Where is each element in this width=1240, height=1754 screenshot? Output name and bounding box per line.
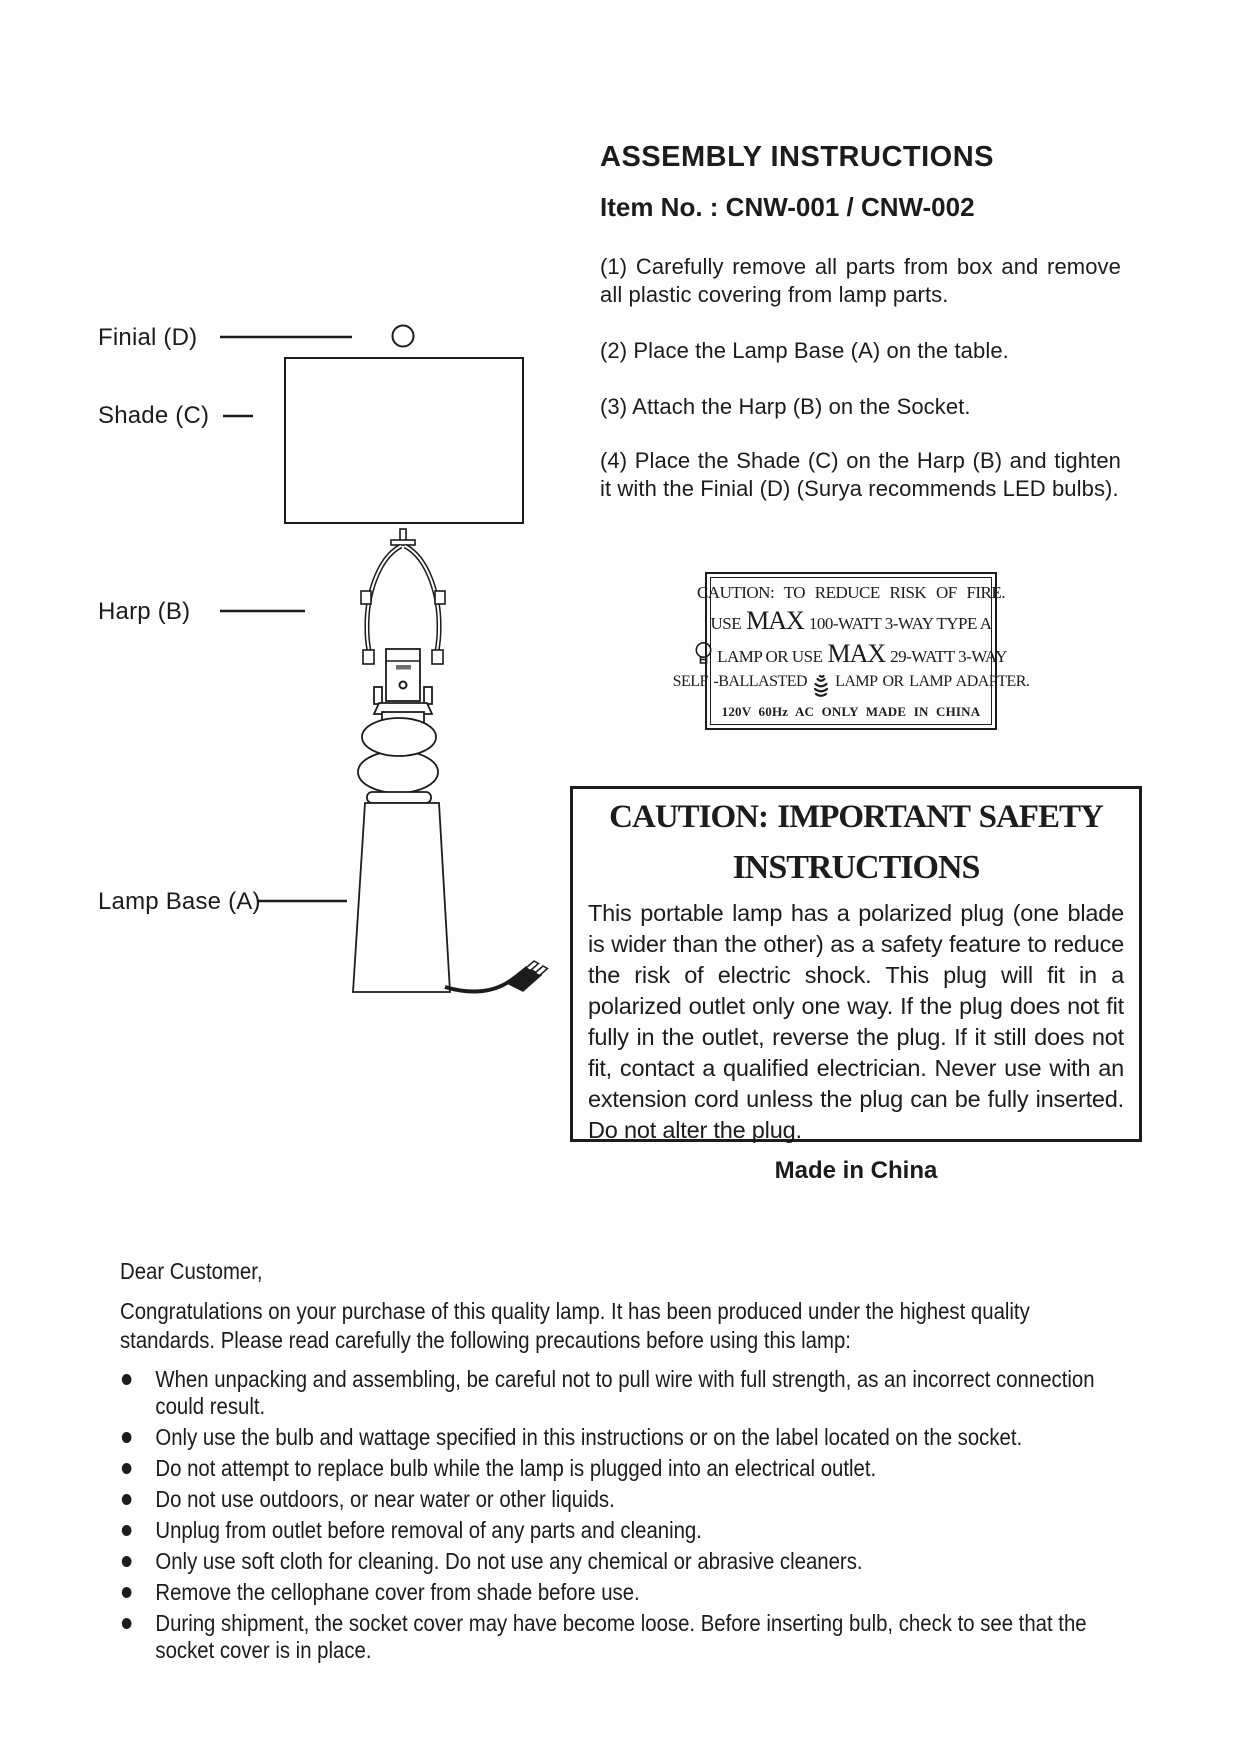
socket — [386, 649, 420, 701]
upper-body-ring — [362, 718, 436, 756]
shade-outline — [285, 358, 523, 523]
assembly-step-4: (4) Place the Shade (C) on the Harp (B) and tighten it with the Finial (D) (Surya recommends LED bulbs). — [600, 448, 1121, 501]
salutation: Dear Customer, — [120, 1258, 263, 1284]
precaution-item: Only use soft cloth for cleaning. Do not use any chemical or abrasive cleaners. — [120, 1548, 1098, 1575]
intro-paragraph: Congratulations on your purchase of this quality lamp. It has been produced under the highest quality standards. Please read carefully the following precautions before using this lamp: — [120, 1298, 1030, 1353]
precaution-item: During shipment, the socket cover may have become loose. Before inserting bulb, check to see that the socket cover is in place. — [120, 1610, 1098, 1664]
harp-stud — [391, 529, 415, 545]
safety-title-line-2: INSTRUCTIONS — [732, 849, 980, 886]
max-text: MAX — [827, 638, 886, 668]
safety-instructions-box — [570, 786, 1142, 1142]
bullet-icon — [122, 1618, 132, 1629]
label-finial: Finial (D) — [98, 324, 198, 351]
precaution-item: Do not use outdoors, or near water or other liquids. — [120, 1486, 1098, 1513]
page-title: ASSEMBLY INSTRUCTIONS — [600, 141, 994, 174]
made-in-china-text: Made in China — [774, 1157, 938, 1184]
assembly-step-2: (2) Place the Lamp Base (A) on the table. — [600, 338, 1009, 363]
max-text: MAX — [746, 605, 804, 635]
precaution-item: Unplug from outlet before removal of any parts and cleaning. — [120, 1517, 1098, 1544]
harp-outline — [361, 546, 445, 664]
caution-fire-label-inner — [672, 577, 1030, 725]
base-collar — [367, 792, 431, 803]
item-number: Item No. : CNW-001 / CNW-002 — [600, 192, 975, 222]
bullet-icon — [122, 1587, 132, 1598]
incandescent-bulb-icon — [695, 641, 712, 667]
precautions-list — [120, 1366, 1098, 1664]
lamp-diagram — [60, 300, 580, 1060]
safety-body-text: This portable lamp has a polarized plug (one blade is wider than the other) as a safety feature to reduce the risk of electric shock. This plug will fit in a polarized outlet only one way. If the plug does not fit fully in the outlet, reverse the plug. If it still does not fit, contact a qualified electrician. Never use with an extension cord unless the plug can be fully inserted. Do not alter the plug. — [588, 900, 1124, 1143]
precaution-item: When unpacking and assembling, be careful not to pull wire with full strength, as an incorrect connection could result. — [120, 1366, 1098, 1420]
bullet-icon — [122, 1432, 132, 1443]
caution-line-5: 120V 60Hz AC ONLY MADE IN CHINA — [721, 704, 981, 720]
caution-line-2: USE MAX 100-WATT 3-WAY TYPE A — [710, 605, 992, 635]
label-shade: Shade (C) — [98, 402, 210, 429]
precaution-item: Do not attempt to replace bulb while the lamp is plugged into an electrical outlet. — [120, 1455, 1098, 1482]
bullet-icon — [122, 1556, 132, 1567]
caution-fire-label — [672, 572, 1030, 730]
bullet-icon — [122, 1463, 132, 1474]
bullet-icon — [122, 1494, 132, 1505]
assembly-step-1: (1) Carefully remove all parts from box and remove all plastic covering from lamp parts. — [600, 254, 1121, 307]
precaution-item: Remove the cellophane cover from shade before use. — [120, 1579, 1098, 1606]
caution-line-3: LAMP OR USE MAX 29-WATT 3-WAY — [695, 641, 1007, 667]
lamp-base-outline — [353, 803, 450, 992]
caution-line-4: SELF -BALLASTED LAMP OR LAMP ADAPTER. — [673, 674, 1030, 698]
finial-circle — [393, 326, 414, 347]
precaution-item: Only use the bulb and wattage specified in this instructions or on the label located on the socket. — [120, 1424, 1098, 1451]
cfl-bulb-icon — [812, 674, 830, 698]
power-plug — [507, 961, 548, 991]
caution-line-1: CAUTION: TO REDUCE RISK OF FIRE. — [696, 582, 1006, 602]
customer-note-section — [120, 1258, 1098, 1668]
label-lamp-base: Lamp Base (A) — [98, 888, 261, 915]
lower-body-ring — [358, 751, 438, 793]
label-harp: Harp (B) — [98, 598, 191, 625]
bullet-icon — [122, 1525, 132, 1536]
safety-title-line-1: CAUTION: IMPORTANT SAFETY — [609, 799, 1103, 835]
assembly-step-3: (3) Attach the Harp (B) on the Socket. — [600, 394, 971, 419]
bullet-icon — [122, 1374, 132, 1385]
